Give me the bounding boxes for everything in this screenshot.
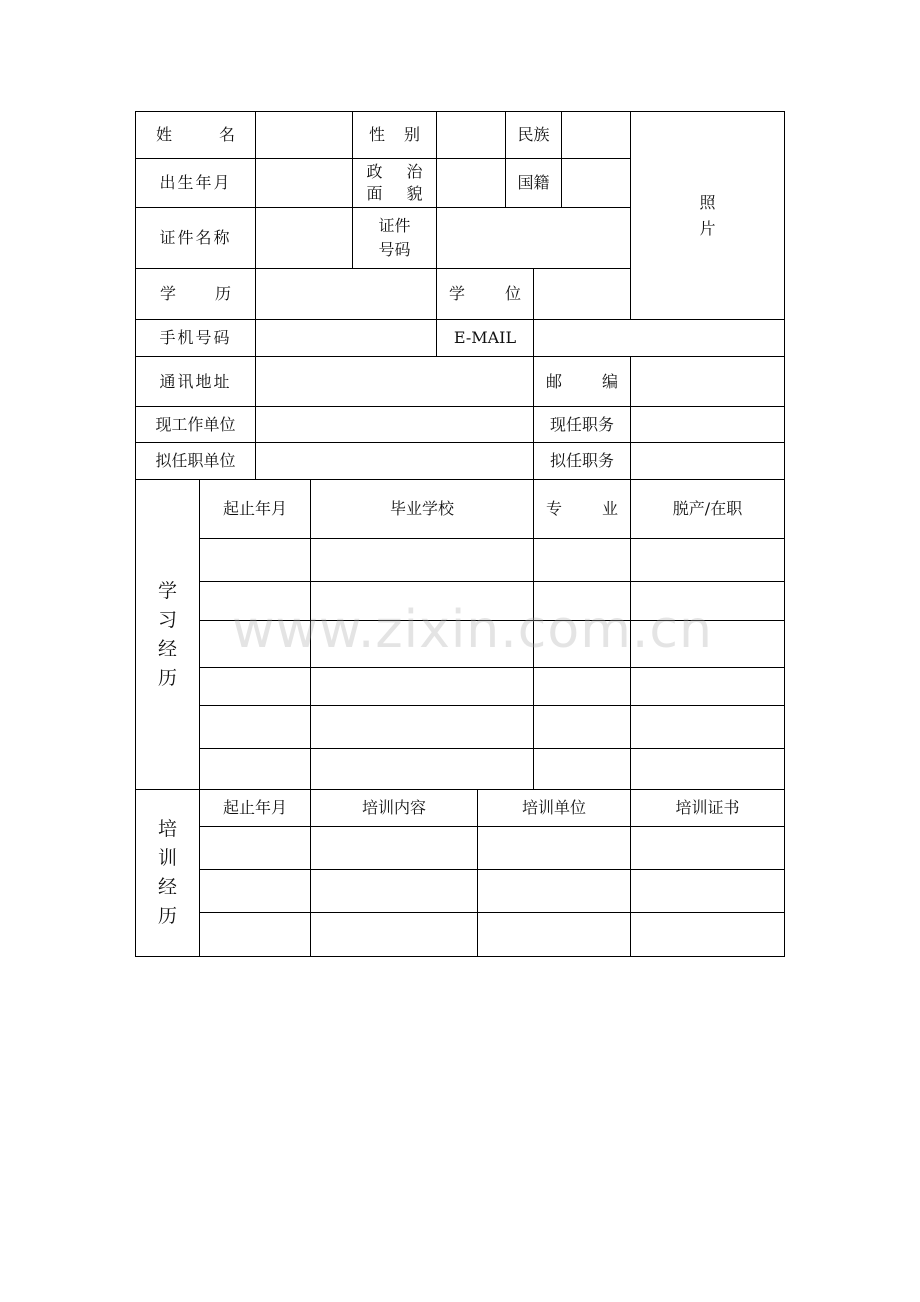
study-period-input[interactable]	[200, 668, 310, 705]
current-position-label: 现任职务	[533, 406, 631, 443]
ethnicity-field[interactable]	[561, 111, 631, 159]
study-col-period: 起止年月	[199, 479, 311, 539]
training-period-input[interactable]	[200, 827, 310, 869]
study-major-cell[interactable]	[533, 667, 631, 706]
study-mode-cell[interactable]	[630, 705, 785, 749]
study-period-cell[interactable]	[199, 581, 311, 621]
study-col-school: 毕业学校	[310, 479, 534, 539]
current-employer-field[interactable]	[255, 406, 534, 443]
proposed-position-field[interactable]	[630, 442, 785, 480]
political-field[interactable]	[436, 158, 506, 208]
gender-label: 性 别	[352, 111, 437, 159]
study-col-major: 专 业	[533, 479, 631, 539]
name-label: 姓 名	[135, 111, 256, 159]
training-institution-cell[interactable]	[477, 826, 631, 870]
email-field[interactable]	[533, 319, 785, 357]
study-mode-cell[interactable]	[630, 620, 785, 668]
training-col-institution: 培训单位	[477, 789, 631, 827]
postcode-field[interactable]	[630, 356, 785, 407]
study-school-cell[interactable]	[310, 667, 534, 706]
training-period-input[interactable]	[200, 870, 310, 912]
id-number-input[interactable]	[437, 208, 630, 268]
training-content-cell[interactable]	[310, 869, 478, 913]
study-period-cell[interactable]	[199, 667, 311, 706]
study-period-input[interactable]	[200, 706, 310, 748]
study-major-input[interactable]	[534, 749, 630, 789]
photo-box[interactable]: 照 片	[630, 111, 785, 320]
id-type-field[interactable]	[255, 207, 353, 269]
nationality-input[interactable]	[562, 159, 630, 207]
training-content-input[interactable]	[311, 870, 477, 912]
training-section-label: 培 训 经 历	[135, 789, 200, 957]
study-school-cell[interactable]	[310, 620, 534, 668]
study-school-input[interactable]	[311, 668, 533, 705]
study-school-cell[interactable]	[310, 581, 534, 621]
study-school-cell[interactable]	[310, 705, 534, 749]
watermark: www.zixin.com.cn	[232, 600, 713, 660]
study-school-cell[interactable]	[310, 538, 534, 582]
training-col-certificate: 培训证书	[630, 789, 785, 827]
study-mode-input[interactable]	[631, 582, 784, 620]
id-type-input[interactable]	[256, 208, 352, 268]
study-major-cell[interactable]	[533, 620, 631, 668]
study-major-cell[interactable]	[533, 581, 631, 621]
training-period-cell[interactable]	[199, 826, 311, 870]
study-period-input[interactable]	[200, 749, 310, 789]
study-mode-input[interactable]	[631, 749, 784, 789]
gender-field[interactable]	[436, 111, 506, 159]
study-period-cell[interactable]	[199, 538, 311, 582]
study-major-input[interactable]	[534, 668, 630, 705]
address-field[interactable]	[255, 356, 534, 407]
study-school-input[interactable]	[311, 749, 533, 789]
study-col-mode: 脱产/在职	[630, 479, 785, 539]
training-institution-input[interactable]	[478, 827, 630, 869]
training-content-cell[interactable]	[310, 826, 478, 870]
gender-input[interactable]	[437, 112, 505, 158]
study-major-input[interactable]	[534, 706, 630, 748]
name-input[interactable]	[256, 112, 352, 158]
study-period-input[interactable]	[200, 582, 310, 620]
training-certificate-input[interactable]	[631, 827, 784, 869]
training-certificate-cell[interactable]	[630, 912, 785, 957]
study-mode-cell[interactable]	[630, 667, 785, 706]
study-major-cell[interactable]	[533, 705, 631, 749]
postcode-label: 邮 编	[533, 356, 631, 407]
training-period-cell[interactable]	[199, 869, 311, 913]
training-certificate-input[interactable]	[631, 913, 784, 956]
training-institution-cell[interactable]	[477, 869, 631, 913]
training-certificate-cell[interactable]	[630, 869, 785, 913]
training-certificate-input[interactable]	[631, 870, 784, 912]
proposed-position-input[interactable]	[631, 443, 784, 479]
birth-label: 出生年月	[135, 158, 256, 208]
mobile-label: 手机号码	[135, 319, 256, 357]
training-content-input[interactable]	[311, 913, 477, 956]
mobile-input[interactable]	[256, 320, 436, 356]
political-input[interactable]	[437, 159, 505, 207]
ethnicity-input[interactable]	[562, 112, 630, 158]
email-input[interactable]	[534, 320, 784, 356]
study-major-input[interactable]	[534, 539, 630, 581]
current-employer-input[interactable]	[256, 407, 533, 442]
study-mode-cell[interactable]	[630, 538, 785, 582]
training-content-input[interactable]	[311, 827, 477, 869]
study-school-input[interactable]	[311, 582, 533, 620]
degree-label: 学 位	[436, 268, 534, 320]
study-period-cell[interactable]	[199, 748, 311, 790]
proposed-unit-label: 拟任职单位	[135, 442, 256, 480]
study-mode-cell[interactable]	[630, 748, 785, 790]
study-section-label: 学 习 经 历	[135, 479, 200, 790]
address-input[interactable]	[256, 357, 533, 406]
id-number-label: 证件 号码	[352, 207, 437, 269]
id-type-label: 证件名称	[135, 207, 256, 269]
proposed-unit-input[interactable]	[256, 443, 533, 479]
study-mode-input[interactable]	[631, 668, 784, 705]
birth-input[interactable]	[256, 159, 352, 207]
study-school-input[interactable]	[311, 539, 533, 581]
study-major-input[interactable]	[534, 621, 630, 667]
name-field[interactable]	[255, 111, 353, 159]
training-content-cell[interactable]	[310, 912, 478, 957]
training-certificate-cell[interactable]	[630, 826, 785, 870]
postcode-input[interactable]	[631, 357, 784, 406]
proposed-position-label: 拟任职务	[533, 442, 631, 480]
study-mode-input[interactable]	[631, 539, 784, 581]
current-position-field[interactable]	[630, 406, 785, 443]
study-mode-input[interactable]	[631, 621, 784, 667]
degree-field[interactable]	[533, 268, 631, 320]
study-mode-input[interactable]	[631, 706, 784, 748]
study-major-cell[interactable]	[533, 748, 631, 790]
study-mode-cell[interactable]	[630, 581, 785, 621]
proposed-unit-field[interactable]	[255, 442, 534, 480]
training-institution-input[interactable]	[478, 870, 630, 912]
study-major-input[interactable]	[534, 582, 630, 620]
id-number-field[interactable]	[436, 207, 631, 269]
study-period-input[interactable]	[200, 621, 310, 667]
study-school-cell[interactable]	[310, 748, 534, 790]
study-period-input[interactable]	[200, 539, 310, 581]
training-period-cell[interactable]	[199, 912, 311, 957]
study-school-input[interactable]	[311, 706, 533, 748]
education-field[interactable]	[255, 268, 437, 320]
political-label: 政 治 面 貌	[352, 158, 437, 208]
training-institution-cell[interactable]	[477, 912, 631, 957]
ethnicity-label: 民族	[505, 111, 562, 159]
study-period-cell[interactable]	[199, 620, 311, 668]
birth-field[interactable]	[255, 158, 353, 208]
training-period-input[interactable]	[200, 913, 310, 956]
current-employer-label: 现工作单位	[135, 406, 256, 443]
address-label: 通讯地址	[135, 356, 256, 407]
training-institution-input[interactable]	[478, 913, 630, 956]
email-label: E-MAIL	[436, 319, 534, 357]
training-col-period: 起止年月	[199, 789, 311, 827]
nationality-field[interactable]	[561, 158, 631, 208]
current-position-input[interactable]	[631, 407, 784, 442]
study-major-cell[interactable]	[533, 538, 631, 582]
education-label: 学 历	[135, 268, 256, 320]
mobile-field[interactable]	[255, 319, 437, 357]
education-input[interactable]	[256, 269, 436, 319]
training-col-content: 培训内容	[310, 789, 478, 827]
nationality-label: 国籍	[505, 158, 562, 208]
study-school-input[interactable]	[311, 621, 533, 667]
study-period-cell[interactable]	[199, 705, 311, 749]
degree-input[interactable]	[534, 269, 630, 319]
